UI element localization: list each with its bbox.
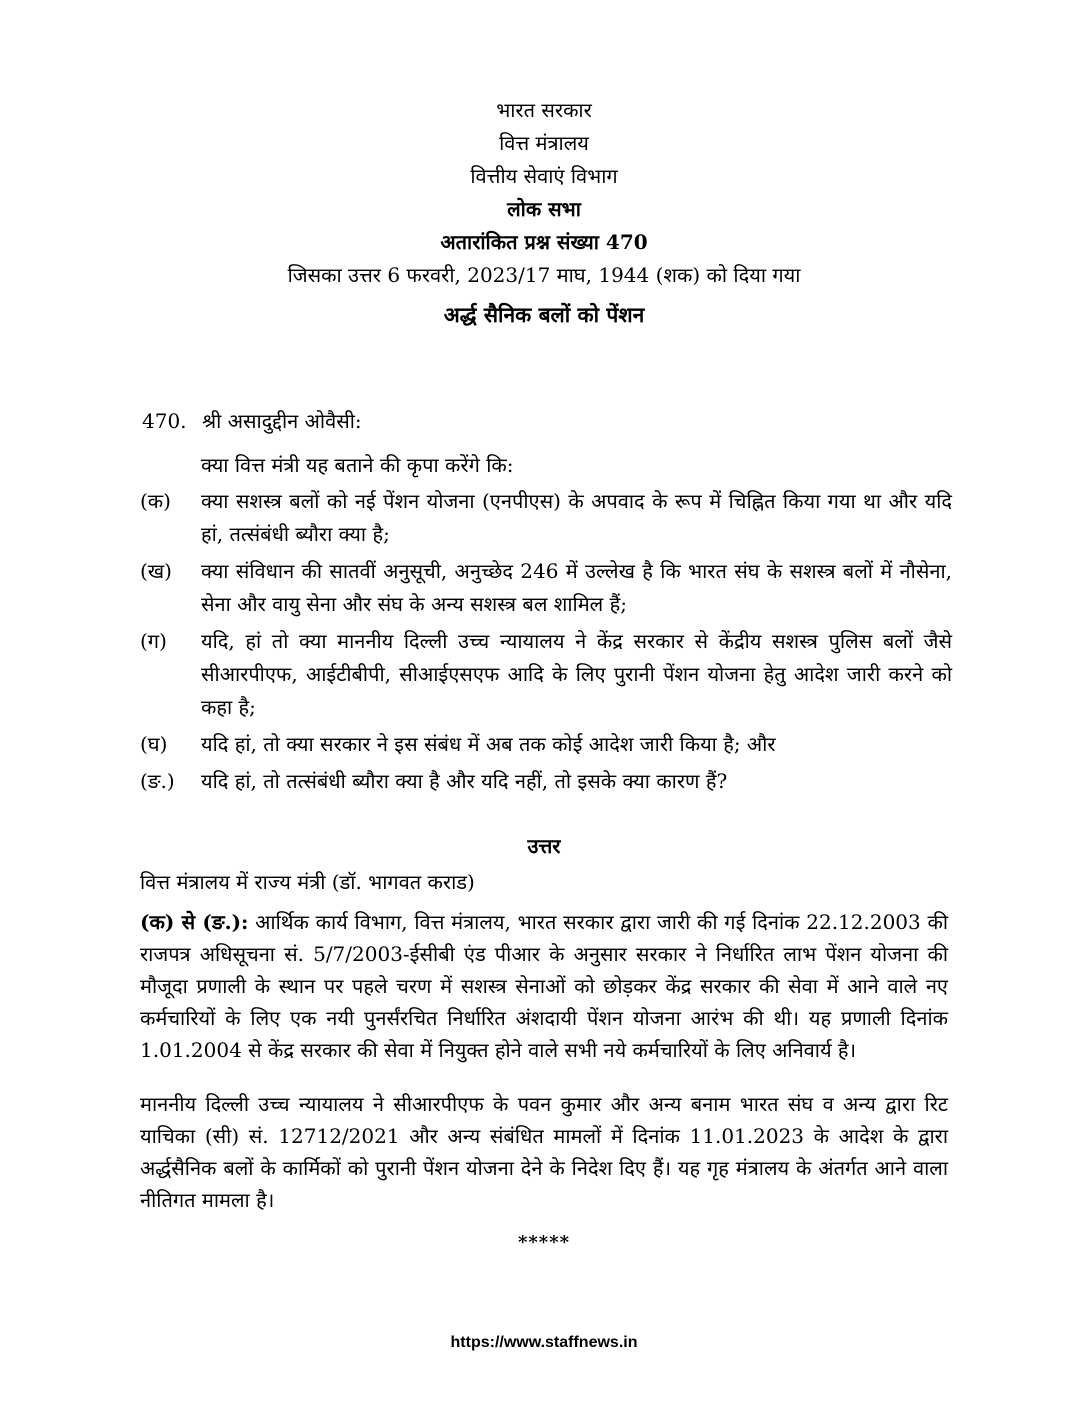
- question-item-text: क्या सशस्त्र बलों को नई पेंशन योजना (एनपीएस) के अपवाद के रूप में चिह्नित किया गया था और यदि हां, तत्संबंधी ब्यौरा क्या है;: [201, 489, 952, 546]
- answer-paragraph-2: माननीय दिल्ली उच्च न्यायालय ने सीआरपीएफ के पवन कुमार और अन्य बनाम भारत संघ व अन्य द्वारा रिट याचिका (सी) सं. 12712/2021 और अन्य संबंधित मामलों में दिनांक 11.01.2023 के आदेश के द्वारा अर्द्धसैनिक बलों के कार्मिकों को पुरानी पेंशन योजना देने के निदेश दिए हैं। यह गृह मंत्रालय के अंतर्गत आने वाला नीतिगत मामला है।: [140, 1092, 948, 1212]
- question-item-label: (ग): [140, 629, 167, 653]
- answer-minister: वित्त मंत्रालय में राज्य मंत्री (डॉ. भागवत कराड): [140, 870, 475, 894]
- question-item-label: (ख): [140, 559, 172, 583]
- answer-paragraph-lead: (क) से (ङ.):: [140, 910, 249, 934]
- answer-heading: उत्तर: [527, 834, 561, 858]
- header-department: वित्तीय सेवाएं विभाग: [470, 164, 618, 188]
- question-item: [140, 555, 952, 621]
- question-items: [140, 485, 952, 802]
- question-number: 470.: [142, 409, 187, 433]
- question-item-label: (ङ.): [140, 769, 175, 793]
- question-intro: क्या वित्त मंत्री यह बताने की कृपा करेंगे कि:: [201, 453, 514, 477]
- question-item: [140, 625, 952, 724]
- question-item-text: यदि, हां तो क्या माननीय दिल्ली उच्च न्यायालय ने केंद्र सरकार से केंद्रीय सशस्त्र पुलिस बलों जैसे सीआरपीएफ, आईटीबीपी, सीआईएसएफ आदि के लिए पुरानी पेंशन योजना हेतु आदेश जारी करने को कहा है;: [201, 629, 952, 719]
- question-heading: [142, 407, 362, 434]
- header-government: भारत सरकार: [496, 98, 592, 122]
- header-answer-date: जिसका उत्तर 6 फरवरी, 2023/17 माघ, 1944 (शक) को दिया गया: [287, 263, 801, 287]
- question-item-text: यदि हां, तो तत्संबंधी ब्यौरा क्या है और यदि नहीं, तो इसके क्या कारण हैं?: [201, 769, 728, 793]
- question-item-text: यदि हां, तो क्या सरकार ने इस संबंध में अब तक कोई आदेश जारी किया है; और: [201, 732, 776, 756]
- header-subject: अर्द्ध सैनिक बलों को पेंशन: [443, 302, 645, 327]
- answer-paragraph-1: [140, 906, 948, 1066]
- footer-url: https://www.staffnews.in: [450, 1334, 638, 1351]
- question-asker: श्री असादुद्दीन ओवैसी:: [202, 409, 362, 433]
- question-item: [140, 765, 952, 798]
- question-item: [140, 728, 952, 761]
- header-ministry: वित्त मंत्रालय: [499, 131, 589, 155]
- header-house: लोक सभा: [507, 197, 581, 221]
- question-item-text: क्या संविधान की सातवीं अनुसूची, अनुच्छेद 246 में उल्लेख है कि भारत संघ के सशस्त्र बलों में नौसेना, सेना और वायु सेना और संघ के अन्य सशस्त्र बल शामिल हैं;: [201, 559, 952, 616]
- question-item: [140, 485, 952, 551]
- question-item-label: (घ): [140, 732, 168, 756]
- answer-paragraph-1-text: आर्थिक कार्य विभाग, वित्त मंत्रालय, भारत सरकार द्वारा जारी की गई दिनांक 22.12.2003 की राजपत्र अधिसूचना सं. 5/7/2003-ईसीबी एंड पीआर के अनुसार सरकार ने निर्धारित लाभ पेंशन योजना की मौजूदा प्रणाली के स्थान पर पहले चरण में सशस्त्र सेनाओं को छोड़कर केंद्र सरकार की सेवा में आने वाले नए कर्मचारियों के लिए एक नयी पुनर्संरचित निर्धारित अंशदायी पेंशन योजना आरंभ की थी। यह प्रणाली दिनांक 1.01.2004 से केंद्र सरकार की सेवा में नियुक्त होने वाले सभी नये कर्मचारियों के लिए अनिवार्य है।: [140, 910, 948, 1062]
- end-marker: *****: [517, 1232, 571, 1253]
- header-question-type: अतारांकित प्रश्न संख्या 470: [440, 230, 648, 254]
- document-header: [0, 94, 1088, 331]
- question-item-label: (क): [140, 489, 171, 513]
